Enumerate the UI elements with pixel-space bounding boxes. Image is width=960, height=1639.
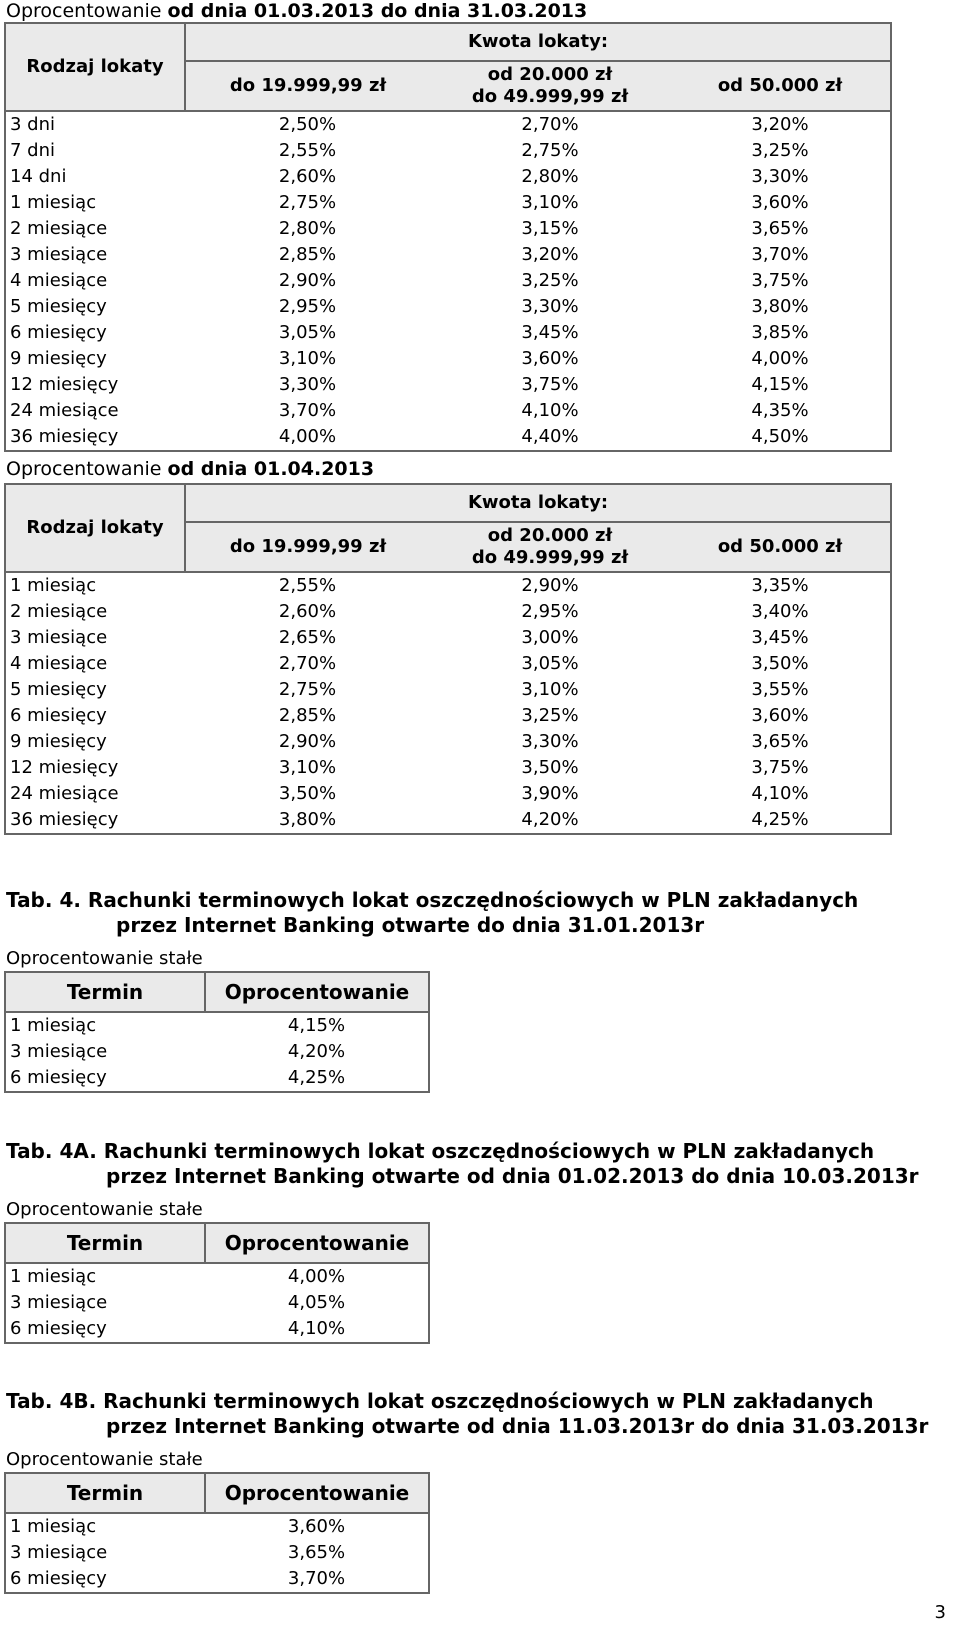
header-col-mid: [430, 522, 670, 572]
tab4-table: [4, 971, 430, 1093]
row-rate: 3,50%: [670, 651, 891, 677]
table-row: [5, 190, 891, 216]
row-rate: 4,35%: [670, 398, 891, 424]
row-term: 3 dni: [5, 111, 185, 138]
header-col-mid: [430, 61, 670, 111]
row-rate: 3,30%: [521, 296, 579, 317]
row-rate: 3,45%: [521, 322, 579, 343]
row-rate: 2,70%: [521, 114, 579, 135]
row-rate: 3,25%: [670, 138, 891, 164]
row-rate: 3,10%: [521, 679, 579, 700]
table-row: [5, 755, 891, 781]
col-rate-header: Oprocentowanie: [205, 1473, 429, 1513]
row-rate: 2,75%: [278, 679, 337, 700]
row-term: 3 miesiące: [5, 1039, 205, 1065]
table-row: [5, 1039, 429, 1065]
row-term: 6 miesięcy: [5, 1566, 205, 1593]
row-rate: 4,25%: [670, 807, 891, 834]
header-col-low: do 19.999,99 zł: [185, 61, 430, 111]
row-rate: 4,00%: [185, 424, 430, 451]
row-rate: 3,70%: [278, 400, 337, 421]
row-term: 6 miesięcy: [5, 1065, 205, 1092]
table-row: [5, 807, 891, 834]
table-row: [5, 372, 891, 398]
row-term: 24 miesiące: [5, 398, 185, 424]
row-rate: 3,05%: [278, 322, 337, 343]
row-rate: 3,25%: [521, 270, 579, 291]
row-term: 2 miesiące: [5, 599, 185, 625]
row-term: 5 miesięcy: [5, 294, 185, 320]
section1-caption-date: od dnia 01.03.2013 do dnia 31.03.2013: [167, 0, 588, 22]
row-rate: 3,10%: [278, 348, 337, 369]
row-term: 2 miesiące: [5, 216, 185, 242]
rates-table-april: [4, 483, 892, 835]
row-rate: 2,50%: [278, 114, 337, 135]
row-rate: 2,90%: [278, 731, 337, 752]
table-row: [5, 1316, 429, 1343]
row-rate: 4,10%: [670, 781, 891, 807]
table-row: [5, 294, 891, 320]
header-col-mid-line2: do 49.999,99 zł: [471, 546, 629, 568]
table-row: [5, 398, 891, 424]
row-rate: 4,10%: [521, 400, 579, 421]
table-row: [5, 651, 891, 677]
row-rate: 3,25%: [521, 705, 579, 726]
tab4b-table: [4, 1472, 430, 1594]
col-rate-header: Oprocentowanie: [205, 972, 429, 1012]
table-row: [5, 677, 891, 703]
row-term: 24 miesiące: [5, 781, 185, 807]
row-rate: 2,55%: [278, 575, 337, 596]
row-term: 4 miesiące: [5, 651, 185, 677]
header-col-high: od 50.000 zł: [670, 522, 891, 572]
row-term: 1 miesiąc: [5, 1263, 205, 1290]
table-row: [5, 346, 891, 372]
row-rate: 3,35%: [670, 572, 891, 599]
row-rate: 2,60%: [278, 166, 337, 187]
row-term: 6 miesięcy: [5, 320, 185, 346]
row-rate: 4,25%: [205, 1065, 429, 1092]
row-rate: 2,90%: [278, 270, 337, 291]
row-term: 1 miesiąc: [5, 1513, 205, 1540]
row-rate: 3,55%: [670, 677, 891, 703]
row-rate: 3,10%: [278, 757, 337, 778]
row-term: 1 miesiąc: [5, 190, 185, 216]
row-rate: 2,75%: [521, 140, 579, 161]
col-rate-header: Oprocentowanie: [205, 1223, 429, 1263]
tab4-title-line1: Tab. 4. Rachunki terminowych lokat oszczędnościowych w PLN zakładanych: [6, 888, 859, 912]
row-rate: 3,10%: [521, 192, 579, 213]
table-row: [5, 1566, 429, 1593]
table-row: [5, 1290, 429, 1316]
row-rate: 4,50%: [670, 424, 891, 451]
row-rate: 4,15%: [205, 1012, 429, 1039]
header-col-mid-line1: od 20.000 zł: [487, 524, 613, 546]
row-rate: 3,05%: [521, 653, 579, 674]
row-rate: 3,00%: [521, 627, 579, 648]
row-rate: 3,85%: [670, 320, 891, 346]
row-rate: 3,45%: [670, 625, 891, 651]
table-row: [5, 320, 891, 346]
row-rate: 3,30%: [521, 731, 579, 752]
row-term: 1 miesiąc: [5, 572, 185, 599]
section1-caption-prefix: Oprocentowanie: [6, 0, 162, 22]
header-deposit-type: Rodzaj lokaty: [5, 484, 185, 572]
table-row: [5, 268, 891, 294]
row-rate: 4,20%: [430, 807, 670, 834]
rates-table-march: [4, 22, 892, 452]
row-rate: 3,75%: [521, 374, 579, 395]
row-term: 7 dni: [5, 138, 185, 164]
row-term: 14 dni: [5, 164, 185, 190]
section1-caption: [6, 0, 587, 22]
row-rate: 4,15%: [670, 372, 891, 398]
row-rate: 3,60%: [205, 1513, 429, 1540]
section2-caption-prefix: Oprocentowanie: [6, 458, 162, 480]
tab4a-table: [4, 1222, 430, 1344]
row-rate: 4,00%: [670, 346, 891, 372]
row-rate: 2,95%: [278, 296, 337, 317]
row-rate: 4,10%: [205, 1316, 429, 1343]
row-rate: 3,60%: [670, 190, 891, 216]
row-rate: 2,70%: [278, 653, 337, 674]
row-rate: 3,20%: [670, 111, 891, 138]
row-term: 12 miesięcy: [5, 755, 185, 781]
row-rate: 4,20%: [205, 1039, 429, 1065]
row-rate: 3,75%: [670, 268, 891, 294]
tab4a-title: [6, 1139, 919, 1189]
table-row: [5, 599, 891, 625]
row-term: 3 miesiące: [5, 1290, 205, 1316]
col-term-header: Termin: [5, 1223, 205, 1263]
row-term: 4 miesiące: [5, 268, 185, 294]
row-rate: 3,50%: [278, 783, 337, 804]
row-rate: 3,20%: [521, 244, 579, 265]
table-row: [5, 625, 891, 651]
tab4a-fixed-label: Oprocentowanie stałe: [6, 1199, 203, 1220]
row-rate: 3,70%: [205, 1566, 429, 1593]
header-col-high: od 50.000 zł: [670, 61, 891, 111]
row-rate: 3,40%: [670, 599, 891, 625]
row-term: 5 miesięcy: [5, 677, 185, 703]
row-rate: 2,65%: [278, 627, 337, 648]
row-rate: 3,65%: [670, 216, 891, 242]
header-col-mid-line2: do 49.999,99 zł: [471, 85, 629, 107]
row-term: 9 miesięcy: [5, 729, 185, 755]
row-rate: 3,30%: [278, 374, 337, 395]
header-amount: Kwota lokaty:: [185, 484, 891, 522]
section2-caption: [6, 458, 374, 480]
tab4a-title-line2: przez Internet Banking otwarte od dnia 01.02.2013 do dnia 10.03.2013r: [106, 1164, 919, 1188]
row-rate: 2,85%: [278, 244, 337, 265]
tab4b-title-line2: przez Internet Banking otwarte od dnia 11.03.2013r do dnia 31.03.2013r: [106, 1414, 929, 1438]
table-row: [5, 703, 891, 729]
row-rate: 3,90%: [521, 783, 579, 804]
table-row: [5, 111, 891, 138]
table-row: [5, 781, 891, 807]
row-rate: 4,40%: [430, 424, 670, 451]
table-row: [5, 216, 891, 242]
row-rate: 2,95%: [521, 601, 579, 622]
table-row: [5, 1540, 429, 1566]
col-term-header: Termin: [5, 1473, 205, 1513]
header-col-low: do 19.999,99 zł: [185, 522, 430, 572]
row-rate: 2,75%: [278, 192, 337, 213]
tab4b-title: [6, 1389, 928, 1439]
tab4-title-line2: przez Internet Banking otwarte do dnia 31.01.2013r: [116, 913, 705, 937]
row-rate: 3,75%: [670, 755, 891, 781]
row-rate: 3,65%: [205, 1540, 429, 1566]
table-row: [5, 572, 891, 599]
table-row: [5, 164, 891, 190]
header-amount: Kwota lokaty:: [185, 23, 891, 61]
table-row: [5, 1065, 429, 1092]
table-row: [5, 729, 891, 755]
row-term: 9 miesięcy: [5, 346, 185, 372]
row-term: 1 miesiąc: [5, 1012, 205, 1039]
tab4b-fixed-label: Oprocentowanie stałe: [6, 1449, 203, 1470]
row-rate: 2,80%: [278, 218, 337, 239]
col-term-header: Termin: [5, 972, 205, 1012]
tab4b-title-line1: Tab. 4B. Rachunki terminowych lokat oszczędnościowych w PLN zakładanych: [6, 1389, 874, 1413]
row-term: 3 miesiące: [5, 242, 185, 268]
row-term: 36 miesięcy: [5, 424, 185, 451]
table-row: [5, 424, 891, 451]
row-rate: 2,60%: [278, 601, 337, 622]
row-rate: 2,90%: [521, 575, 579, 596]
header-col-mid-line1: od 20.000 zł: [487, 63, 613, 85]
row-rate: 2,55%: [278, 140, 337, 161]
table-row: [5, 138, 891, 164]
row-rate: 2,80%: [521, 166, 579, 187]
row-term: 3 miesiące: [5, 625, 185, 651]
row-rate: 3,70%: [670, 242, 891, 268]
table-row: [5, 1513, 429, 1540]
section2-caption-date: od dnia 01.04.2013: [167, 458, 375, 480]
row-term: 3 miesiące: [5, 1540, 205, 1566]
row-term: 6 miesięcy: [5, 1316, 205, 1343]
tab4-title: [6, 888, 858, 938]
tab4a-title-line1: Tab. 4A. Rachunki terminowych lokat oszczędnościowych w PLN zakładanych: [6, 1139, 875, 1163]
row-rate: 3,65%: [670, 729, 891, 755]
row-rate: 3,80%: [185, 807, 430, 834]
row-rate: 2,85%: [278, 705, 337, 726]
row-rate: 4,05%: [205, 1290, 429, 1316]
table-row: [5, 1012, 429, 1039]
tab4-fixed-label: Oprocentowanie stałe: [6, 948, 203, 969]
row-rate: 3,50%: [521, 757, 579, 778]
header-deposit-type: Rodzaj lokaty: [5, 23, 185, 111]
row-rate: 4,00%: [205, 1263, 429, 1290]
table-row: [5, 1263, 429, 1290]
row-term: 6 miesięcy: [5, 703, 185, 729]
row-term: 36 miesięcy: [5, 807, 185, 834]
page-number: 3: [934, 1602, 946, 1623]
row-rate: 3,60%: [670, 703, 891, 729]
row-rate: 3,30%: [670, 164, 891, 190]
row-rate: 3,15%: [521, 218, 579, 239]
row-rate: 3,60%: [521, 348, 579, 369]
table-row: [5, 242, 891, 268]
row-term: 12 miesięcy: [5, 372, 185, 398]
row-rate: 3,80%: [670, 294, 891, 320]
